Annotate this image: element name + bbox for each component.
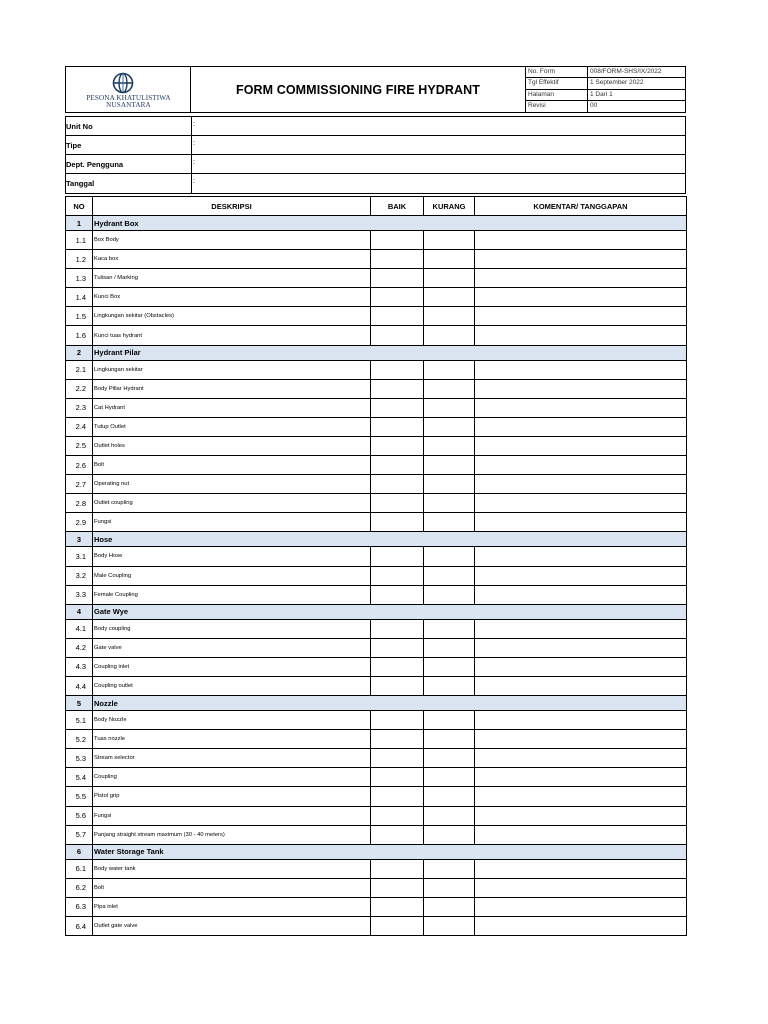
table-row [66, 360, 687, 379]
item-number: 5.2 [66, 730, 93, 749]
baik-cell[interactable] [371, 917, 424, 936]
komentar-cell[interactable] [475, 585, 687, 604]
komentar-cell[interactable] [475, 269, 687, 288]
info-row-tipe [66, 136, 685, 155]
baik-cell[interactable] [371, 749, 424, 768]
table-row [66, 711, 687, 730]
kurang-cell[interactable] [424, 494, 475, 513]
table-row [66, 619, 687, 638]
baik-cell[interactable] [371, 859, 424, 878]
meta-value: 1 Dari 1 [587, 90, 685, 100]
item-description: Bolt [93, 456, 371, 475]
item-number: 5.5 [66, 787, 93, 806]
table-row [66, 269, 687, 288]
komentar-cell[interactable] [475, 638, 687, 657]
item-description: Lingkungan sekitar (Obstacles) [93, 307, 371, 326]
meta-key: Revisi [528, 101, 546, 109]
komentar-cell[interactable] [475, 711, 687, 730]
komentar-cell[interactable] [475, 475, 687, 494]
section-title: Hose [93, 532, 687, 547]
item-number: 4.4 [66, 676, 93, 695]
baik-cell[interactable] [371, 269, 424, 288]
komentar-cell[interactable] [475, 360, 687, 379]
section-number: 6 [66, 844, 93, 859]
section-row [66, 844, 687, 859]
table-row [66, 436, 687, 455]
info-label: Tanggal [66, 179, 95, 188]
baik-cell[interactable] [371, 398, 424, 417]
form-meta [526, 67, 685, 112]
baik-cell[interactable] [371, 379, 424, 398]
item-description: Fungsi [93, 806, 371, 825]
item-number: 2.9 [66, 513, 93, 532]
table-row [66, 859, 687, 878]
info-block [65, 116, 686, 194]
item-description: Coupling inlet [93, 657, 371, 676]
kurang-cell[interactable] [424, 547, 475, 566]
baik-cell[interactable] [371, 768, 424, 787]
komentar-cell[interactable] [475, 749, 687, 768]
section-title: Nozzle [93, 696, 687, 711]
baik-cell[interactable] [371, 326, 424, 345]
kurang-cell[interactable] [424, 475, 475, 494]
item-description: Bolt [93, 878, 371, 897]
baik-cell[interactable] [371, 513, 424, 532]
title-cell [191, 67, 526, 112]
komentar-cell[interactable] [475, 566, 687, 585]
tipe-field[interactable]: : [191, 136, 685, 154]
komentar-cell[interactable] [475, 417, 687, 436]
section-row [66, 216, 687, 231]
kurang-cell[interactable] [424, 326, 475, 345]
table-row [66, 547, 687, 566]
section-number: 5 [66, 696, 93, 711]
item-number: 2.1 [66, 360, 93, 379]
section-title: Hydrant Box [93, 216, 687, 231]
meta-value: 1 September 2022 [587, 78, 685, 88]
tanggal-field[interactable]: : [191, 174, 685, 193]
item-description: Panjang straight stream maximum (30 - 40 meters) [93, 825, 371, 844]
section-row [66, 696, 687, 711]
baik-cell[interactable] [371, 456, 424, 475]
kurang-cell[interactable] [424, 566, 475, 585]
baik-cell[interactable] [371, 825, 424, 844]
baik-cell[interactable] [371, 585, 424, 604]
kurang-cell[interactable] [424, 917, 475, 936]
column-header: BAIK [371, 197, 424, 216]
baik-cell[interactable] [371, 806, 424, 825]
kurang-cell[interactable] [424, 657, 475, 676]
meta-key: Tgl Effektif [528, 79, 559, 87]
form-title: FORM COMMISSIONING FIRE HYDRANT [235, 82, 481, 97]
baik-cell[interactable] [371, 897, 424, 916]
checklist-table [65, 196, 687, 936]
kurang-cell[interactable] [424, 307, 475, 326]
kurang-cell[interactable] [424, 859, 475, 878]
table-row [66, 379, 687, 398]
table-row [66, 494, 687, 513]
item-description: Lingkungan sekitar [93, 360, 371, 379]
item-description: Fungsi [93, 513, 371, 532]
item-description: Tuas nozzle [93, 730, 371, 749]
item-description: Outlet holes [93, 436, 371, 455]
table-row [66, 250, 687, 269]
item-number: 2.8 [66, 494, 93, 513]
item-description: Gate valve [93, 638, 371, 657]
kurang-cell[interactable] [424, 787, 475, 806]
kurang-cell[interactable] [424, 456, 475, 475]
komentar-cell[interactable] [475, 513, 687, 532]
table-row [66, 475, 687, 494]
kurang-cell[interactable] [424, 806, 475, 825]
kurang-cell[interactable] [424, 619, 475, 638]
kurang-cell[interactable] [424, 768, 475, 787]
item-description: Body Hose [93, 547, 371, 566]
table-row [66, 897, 687, 916]
table-row [66, 398, 687, 417]
kurang-cell[interactable] [424, 379, 475, 398]
item-number: 1.4 [66, 288, 93, 307]
kurang-cell[interactable] [424, 513, 475, 532]
baik-cell[interactable] [371, 475, 424, 494]
section-title: Gate Wye [93, 604, 687, 619]
komentar-cell[interactable] [475, 436, 687, 455]
item-description: Body Pillar Hydrant [93, 379, 371, 398]
kurang-cell[interactable] [424, 878, 475, 897]
table-row [66, 768, 687, 787]
table-row [66, 456, 687, 475]
table-row [66, 749, 687, 768]
table-row [66, 288, 687, 307]
table-row [66, 878, 687, 897]
info-label: Dept. Pengguna [66, 160, 124, 169]
item-number: 5.7 [66, 825, 93, 844]
item-description: Body Nozzle [93, 711, 371, 730]
komentar-cell[interactable] [475, 379, 687, 398]
column-header: KOMENTAR/ TANGGAPAN [475, 197, 687, 216]
baik-cell[interactable] [371, 231, 424, 250]
baik-cell[interactable] [371, 547, 424, 566]
meta-row [526, 78, 685, 89]
kurang-cell[interactable] [424, 269, 475, 288]
logo-text-line2: NUSANTARA [106, 101, 151, 109]
logo-cell [66, 67, 191, 112]
section-row [66, 604, 687, 619]
item-description: Outlet gate valve [93, 917, 371, 936]
column-header: DESKRIPSI [93, 197, 371, 216]
komentar-cell[interactable] [475, 917, 687, 936]
baik-cell[interactable] [371, 787, 424, 806]
column-header: KURANG [424, 197, 475, 216]
table-row [66, 566, 687, 585]
meta-key: No. Form [528, 68, 556, 75]
item-number: 4.2 [66, 638, 93, 657]
item-description: Kunci tuas hydrant [93, 326, 371, 345]
baik-cell[interactable] [371, 619, 424, 638]
kurang-cell[interactable] [424, 250, 475, 269]
meta-row [526, 101, 685, 112]
item-description: Kunci Box [93, 288, 371, 307]
item-number: 1.1 [66, 231, 93, 250]
komentar-cell[interactable] [475, 250, 687, 269]
kurang-cell[interactable] [424, 585, 475, 604]
komentar-cell[interactable] [475, 825, 687, 844]
company-logo-icon [112, 72, 134, 94]
item-description: Kaca box [93, 250, 371, 269]
table-row [66, 231, 687, 250]
table-row [66, 513, 687, 532]
kurang-cell[interactable] [424, 231, 475, 250]
item-number: 5.6 [66, 806, 93, 825]
item-description: Body water tank [93, 859, 371, 878]
komentar-cell[interactable] [475, 787, 687, 806]
kurang-cell[interactable] [424, 825, 475, 844]
item-description: Pistol grip [93, 787, 371, 806]
item-number: 6.2 [66, 878, 93, 897]
item-description: Body coupling [93, 619, 371, 638]
item-number: 5.4 [66, 768, 93, 787]
kurang-cell[interactable] [424, 749, 475, 768]
item-number: 1.6 [66, 326, 93, 345]
item-number: 5.3 [66, 749, 93, 768]
komentar-cell[interactable] [475, 307, 687, 326]
kurang-cell[interactable] [424, 676, 475, 695]
komentar-cell[interactable] [475, 326, 687, 345]
kurang-cell[interactable] [424, 436, 475, 455]
item-description: Box Body [93, 231, 371, 250]
column-header: NO [66, 197, 93, 216]
item-number: 1.5 [66, 307, 93, 326]
logo-text-line1: PESONA KHATULISTIWA [86, 94, 171, 102]
item-number: 6.1 [66, 859, 93, 878]
meta-row [526, 90, 685, 101]
kurang-cell[interactable] [424, 360, 475, 379]
item-description: Coupling outlet [93, 676, 371, 695]
item-description: Operating nut [93, 475, 371, 494]
item-number: 2.6 [66, 456, 93, 475]
komentar-cell[interactable] [475, 288, 687, 307]
komentar-cell[interactable] [475, 398, 687, 417]
baik-cell[interactable] [371, 436, 424, 455]
meta-value: 008/FORM-SHS/IX/2022 [587, 67, 685, 77]
info-label: Unit No [66, 122, 93, 131]
item-number: 6.4 [66, 917, 93, 936]
komentar-cell[interactable] [475, 730, 687, 749]
item-number: 3.1 [66, 547, 93, 566]
komentar-cell[interactable] [475, 676, 687, 695]
meta-key: Halaman [528, 90, 555, 98]
item-number: 5.1 [66, 711, 93, 730]
table-row [66, 806, 687, 825]
baik-cell[interactable] [371, 250, 424, 269]
baik-cell[interactable] [371, 288, 424, 307]
table-row [66, 676, 687, 695]
kurang-cell[interactable] [424, 638, 475, 657]
table-row [66, 638, 687, 657]
komentar-cell[interactable] [475, 456, 687, 475]
item-number: 2.3 [66, 398, 93, 417]
section-number: 2 [66, 345, 93, 360]
table-body [66, 216, 687, 936]
baik-cell[interactable] [371, 566, 424, 585]
kurang-cell[interactable] [424, 897, 475, 916]
kurang-cell[interactable] [424, 288, 475, 307]
komentar-cell[interactable] [475, 806, 687, 825]
unit-no-field[interactable]: : [191, 117, 685, 135]
komentar-cell[interactable] [475, 897, 687, 916]
meta-value: 00 [587, 101, 685, 112]
dept-pengguna-field[interactable]: : [191, 155, 685, 173]
item-number: 4.3 [66, 657, 93, 676]
form-header [65, 66, 686, 113]
section-row [66, 345, 687, 360]
baik-cell[interactable] [371, 494, 424, 513]
item-number: 6.3 [66, 897, 93, 916]
komentar-cell[interactable] [475, 494, 687, 513]
table-row [66, 917, 687, 936]
section-row [66, 532, 687, 547]
table-row [66, 326, 687, 345]
item-number: 3.2 [66, 566, 93, 585]
item-description: Stream selector [93, 749, 371, 768]
info-label: Tipe [66, 141, 82, 150]
section-title: Water Storage Tank [93, 844, 687, 859]
table-row [66, 825, 687, 844]
item-number: 2.7 [66, 475, 93, 494]
kurang-cell[interactable] [424, 417, 475, 436]
item-description: Cat Hydrant [93, 398, 371, 417]
item-description: Tulisan / Marking [93, 269, 371, 288]
info-row-tanggal [66, 174, 685, 193]
komentar-cell[interactable] [475, 859, 687, 878]
komentar-cell[interactable] [475, 619, 687, 638]
table-row [66, 307, 687, 326]
item-number: 3.3 [66, 585, 93, 604]
section-number: 1 [66, 216, 93, 231]
item-description: Female Coupling [93, 585, 371, 604]
komentar-cell[interactable] [475, 231, 687, 250]
table-row [66, 417, 687, 436]
section-number: 3 [66, 532, 93, 547]
item-number: 2.4 [66, 417, 93, 436]
item-number: 2.5 [66, 436, 93, 455]
baik-cell[interactable] [371, 417, 424, 436]
item-description: Coupling [93, 768, 371, 787]
table-row [66, 657, 687, 676]
section-title: Hydrant Pilar [93, 345, 687, 360]
baik-cell[interactable] [371, 730, 424, 749]
baik-cell[interactable] [371, 307, 424, 326]
komentar-cell[interactable] [475, 878, 687, 897]
item-description: Tutup Outlet [93, 417, 371, 436]
item-number: 1.2 [66, 250, 93, 269]
komentar-cell[interactable] [475, 547, 687, 566]
info-row-dept [66, 155, 685, 174]
item-number: 4.1 [66, 619, 93, 638]
table-header-row [66, 197, 687, 216]
baik-cell[interactable] [371, 638, 424, 657]
item-description: Pipa inlet [93, 897, 371, 916]
item-number: 1.3 [66, 269, 93, 288]
baik-cell[interactable] [371, 711, 424, 730]
kurang-cell[interactable] [424, 730, 475, 749]
meta-row [526, 67, 685, 78]
item-description: Male Coupling [93, 566, 371, 585]
komentar-cell[interactable] [475, 657, 687, 676]
table-row [66, 787, 687, 806]
item-description: Outlet coupling [93, 494, 371, 513]
table-row [66, 730, 687, 749]
table-row [66, 585, 687, 604]
baik-cell[interactable] [371, 676, 424, 695]
info-row-unit-no [66, 117, 685, 136]
komentar-cell[interactable] [475, 768, 687, 787]
kurang-cell[interactable] [424, 711, 475, 730]
baik-cell[interactable] [371, 657, 424, 676]
baik-cell[interactable] [371, 360, 424, 379]
item-number: 2.2 [66, 379, 93, 398]
baik-cell[interactable] [371, 878, 424, 897]
kurang-cell[interactable] [424, 398, 475, 417]
section-number: 4 [66, 604, 93, 619]
